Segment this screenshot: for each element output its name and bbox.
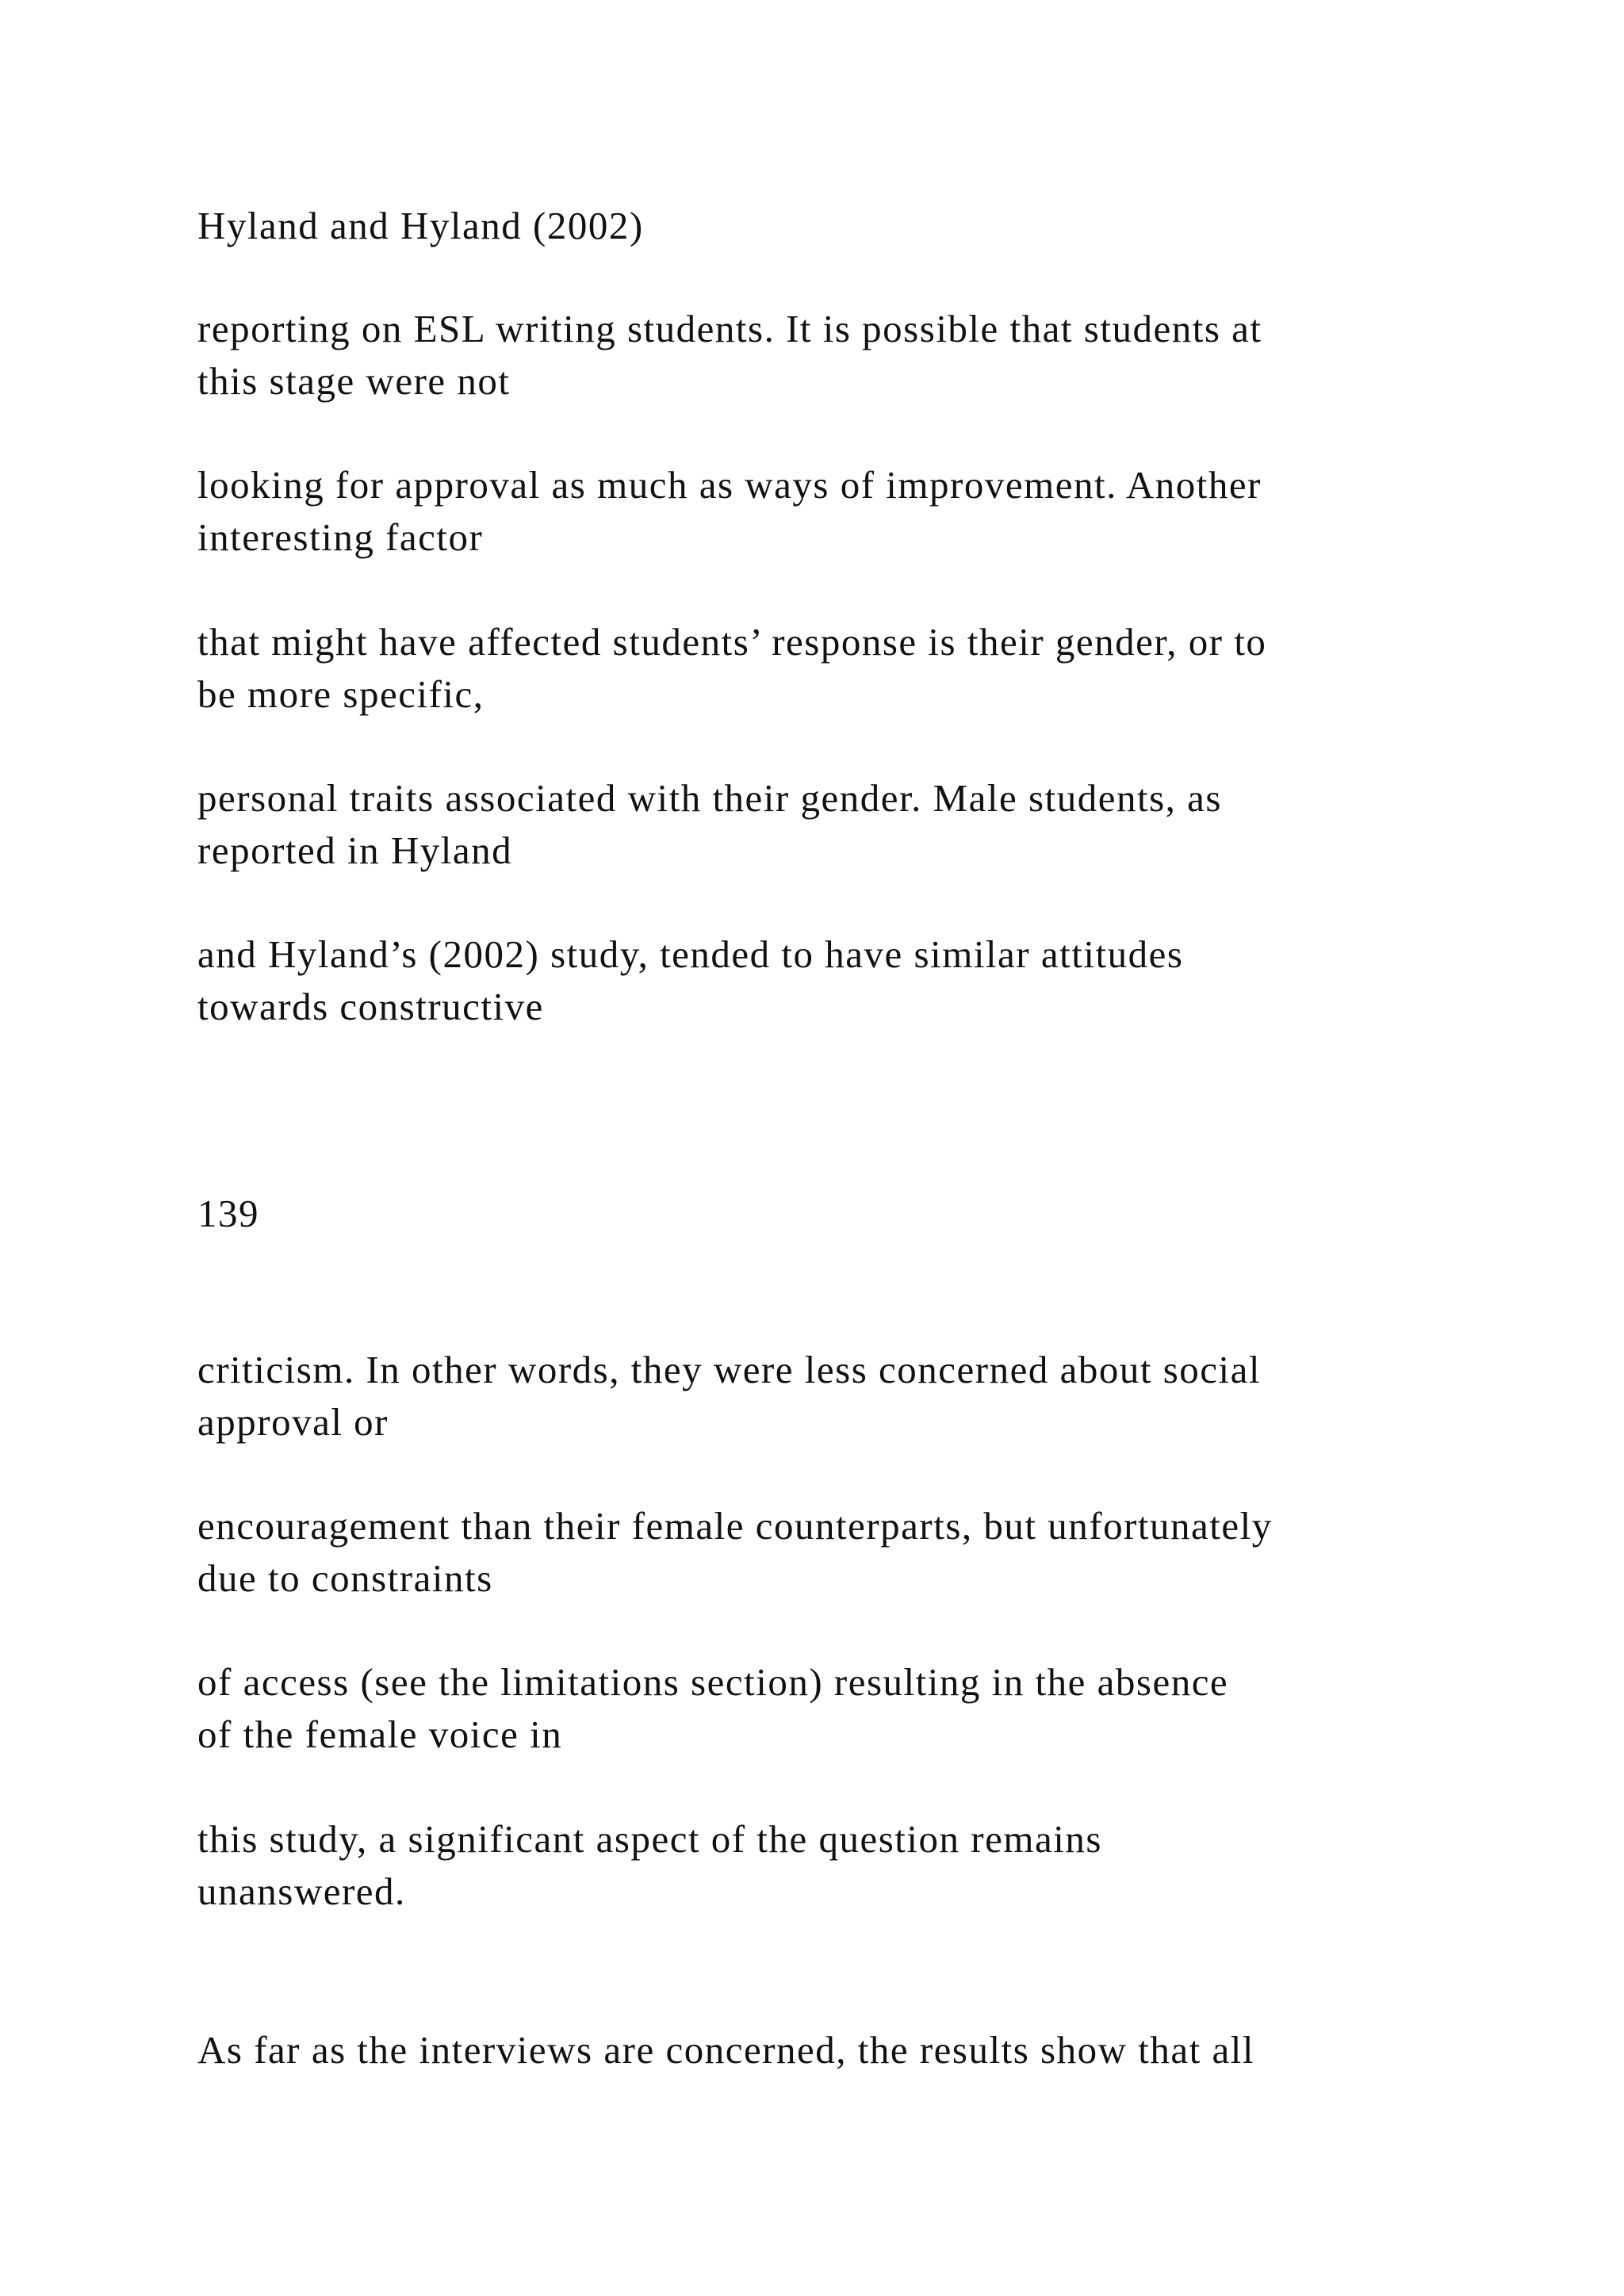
paragraph-personal-traits <box>197 772 1466 877</box>
text-line: encouragement than their female counterparts, but unfortunately <box>197 1504 1273 1548</box>
text-line: due to constraints <box>197 1556 493 1600</box>
text-line: As far as the interviews are concerned, the results show that all <box>197 2028 1254 2072</box>
paragraph-gender <box>197 616 1466 721</box>
text-line: of the female voice in <box>197 1712 563 1756</box>
text-line: reported in Hyland <box>197 828 513 872</box>
text-line: interesting factor <box>197 515 484 559</box>
paragraph-access <box>197 1656 1466 1761</box>
paragraph-unanswered <box>197 1813 1466 1918</box>
text-line: reporting on ESL writing students. It is possible that students at <box>197 307 1262 350</box>
text-line: approval or <box>197 1400 389 1444</box>
text-line: Hyland and Hyland (2002) <box>197 204 644 247</box>
paragraph-encouragement <box>197 1500 1466 1605</box>
text-line: personal traits associated with their gender. Male students, as <box>197 776 1222 820</box>
text-line: 139 <box>197 1192 259 1235</box>
text-line: unanswered. <box>197 1869 406 1913</box>
text-line: towards constructive <box>197 985 544 1028</box>
text-line: that might have affected students’ response is their gender, or to <box>197 620 1267 664</box>
paragraph-criticism <box>197 1344 1466 1448</box>
paragraph-attitudes <box>197 928 1466 1033</box>
text-line: and Hyland’s (2002) study, tended to have similar attitudes <box>197 932 1184 976</box>
paragraph-approval <box>197 459 1466 564</box>
text-line: this stage were not <box>197 359 511 403</box>
text-line: be more specific, <box>197 672 485 716</box>
text-line: looking for approval as much as ways of improvement. Another <box>197 463 1262 507</box>
paragraph-citation-heading <box>197 200 1466 252</box>
text-line: of access (see the limitations section) resulting in the absence <box>197 1660 1229 1704</box>
paragraph-interviews <box>197 2024 1466 2076</box>
text-line: criticism. In other words, they were less concerned about social <box>197 1348 1262 1391</box>
text-line: this study, a significant aspect of the question remains <box>197 1817 1102 1861</box>
paragraph-esl-students <box>197 303 1466 408</box>
page-number <box>197 1188 1466 1240</box>
